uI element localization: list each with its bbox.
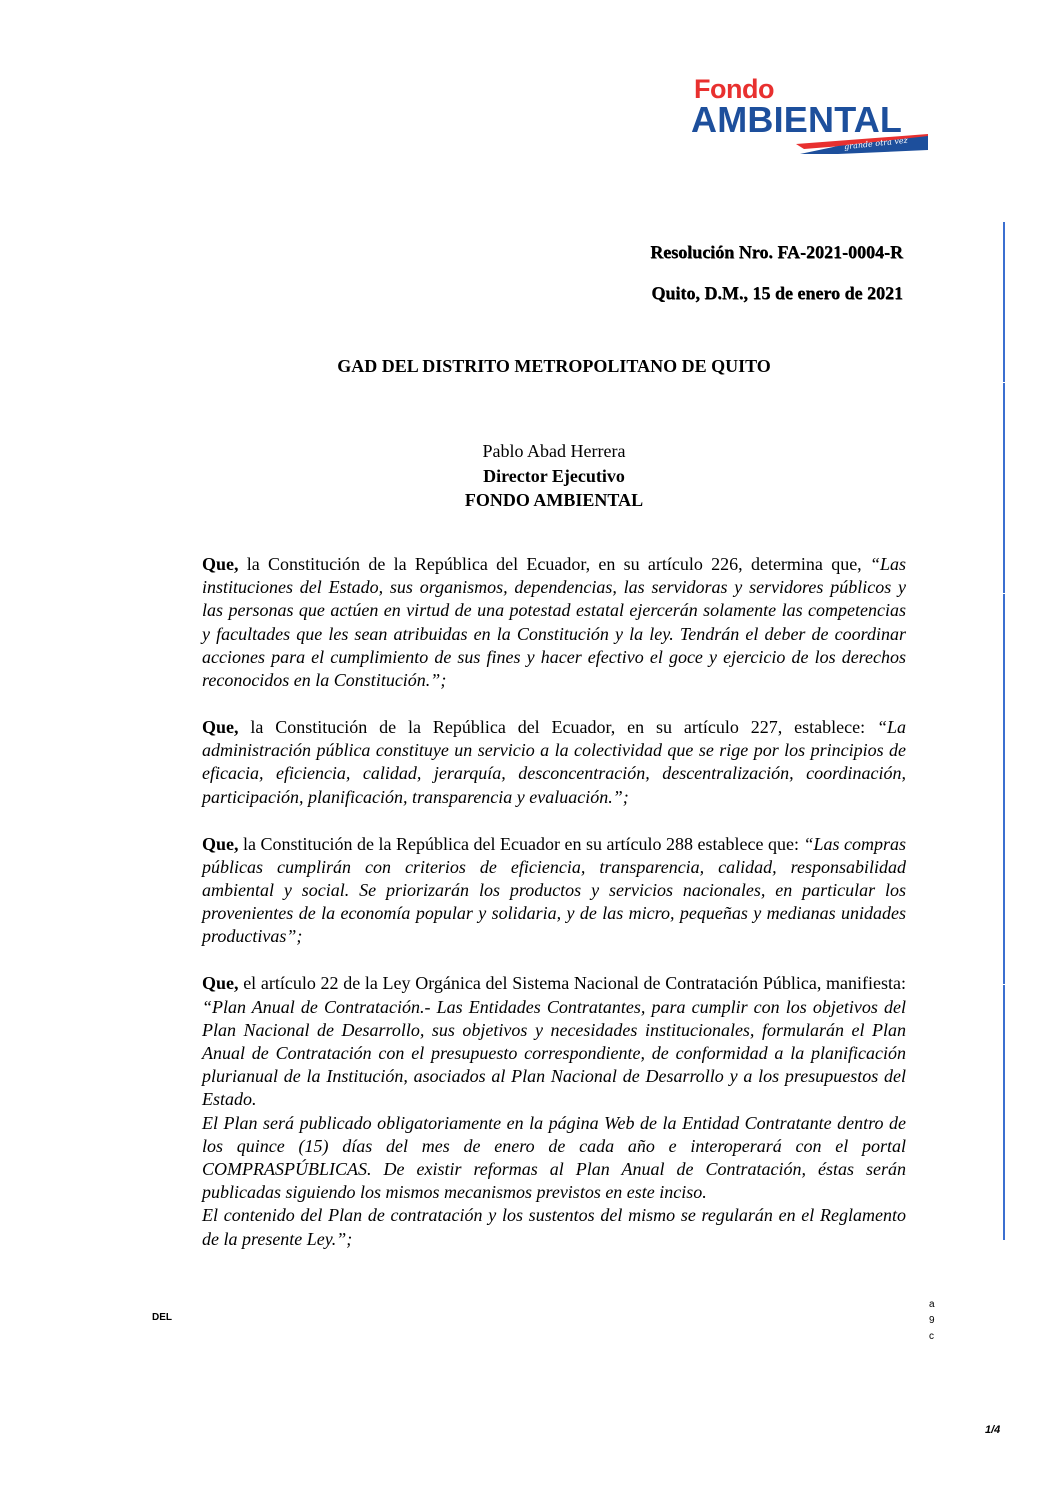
paragraph-quote: El Plan será publicado obligatoriamente en la página Web de la Entidad Contratante dentro de los quince (15) días del mes de enero de cada año e interoperará con el portal COMPRASPÚBLICAS. De existir reformas al Plan Anual de Contratación, éstas serán publicadas siguiendo los mismos mecanismos previstos en este inciso. <box>202 1112 906 1203</box>
paragraph-text: la Constitución de la República del Ecuador en su artículo 288 establece que: <box>238 833 804 854</box>
document-body <box>202 553 906 1251</box>
logo-tagline: grande otra vez <box>843 135 909 152</box>
footer-right-char: 9 <box>929 1315 935 1326</box>
paragraph-quote: “La administración pública constituye un servicio a la colectividad que se rige por los principios de eficacia, eficiencia, calidad, jerarquía, desconcentración, descentralización, coordinación, participación, planificación, transparencia y evaluación.”; <box>202 717 906 807</box>
margin-bar <box>1003 594 1005 984</box>
page-number: 1/4 <box>985 1424 1001 1436</box>
paragraph-text: la Constitución de la República del Ecuador, en su artículo 227, establece: <box>238 717 877 738</box>
paragraph-quote: El contenido del Plan de contratación y los sustentos del mismo se regularán en el Reglamento de la presente Ley.”; <box>202 1205 906 1249</box>
paragraph-lead: Que, <box>202 973 239 994</box>
paragraph-text: el artículo 22 de la Ley Orgánica del Sistema Nacional de Contratación Pública, manifiesta: <box>238 973 906 994</box>
resolution-number: Resolución Nro. FA-2021-0004-R <box>650 242 903 262</box>
margin-bar <box>1003 383 1005 593</box>
signatory-entity: FONDO AMBIENTAL <box>464 490 644 510</box>
paragraph-lead: Que, <box>202 554 239 574</box>
footer-right-char: a <box>929 1299 935 1310</box>
paragraph-lead: Que, <box>202 833 239 854</box>
signatory-position: Director Ejecutivo <box>483 466 625 486</box>
paragraph-text: la Constitución de la República del Ecuador, en su artículo 226, determina que, <box>238 554 870 574</box>
paragraph <box>202 716 906 809</box>
paragraph-quote: “Plan Anual de Contratación.- Las Entidades Contratantes, para cumplir con los objetivos del Plan Nacional de Desarrollo, sus objetivos y necesidades institucionales, formularán el Plan Anual de Contratación con el presupuesto correspondiente, de conformidad a la planificación plurianual de la Institución, asociados al Plan Nacional de Desarrollo y a los presupuestos del Estado. <box>202 996 906 1110</box>
place-date: Quito, D.M., 15 de enero de 2021 <box>651 283 903 303</box>
paragraph-lead: Que, <box>202 717 239 738</box>
footer-right-text <box>929 1297 935 1345</box>
paragraph-quote: “Las compras públicas cumplirán con criterios de eficiencia, transparencia, calidad, responsabilidad ambiental y social. Se priorizarán los productos y servicios nacionales, en particular los provenientes de la economía popular y solidaria, y de las micro, pequeñas y medianas unidades productivas”; <box>202 833 906 947</box>
paragraph-quote: “Las instituciones del Estado, sus organismos, dependencias, las servidoras y servidores públicos y las personas que actúen en virtud de una potestad estatal ejercerán solamente las competencias y facultades que les sean atribuidas en la Constitución y la ley. Tendrán el deber de coordinar acciones para el cumplimiento de sus fines y hacer efectivo el goce y ejercicio de los derechos reconocidos en la Constitución.”; <box>202 554 906 691</box>
margin-bar <box>1003 985 1005 1240</box>
footer-left-text: DEL <box>152 1312 172 1323</box>
signatory-name: Pablo Abad Herrera <box>482 441 626 461</box>
paragraph <box>202 553 906 692</box>
paragraph <box>202 972 906 1250</box>
paragraph <box>202 833 906 949</box>
fondo-ambiental-logo <box>688 74 933 156</box>
logo-line1: Fondo <box>694 74 774 104</box>
institution-title: GAD DEL DISTRITO METROPOLITANO DE QUITO <box>337 356 771 376</box>
footer-right-char: c <box>929 1331 934 1342</box>
logo-line2: AMBIENTAL <box>691 99 903 140</box>
